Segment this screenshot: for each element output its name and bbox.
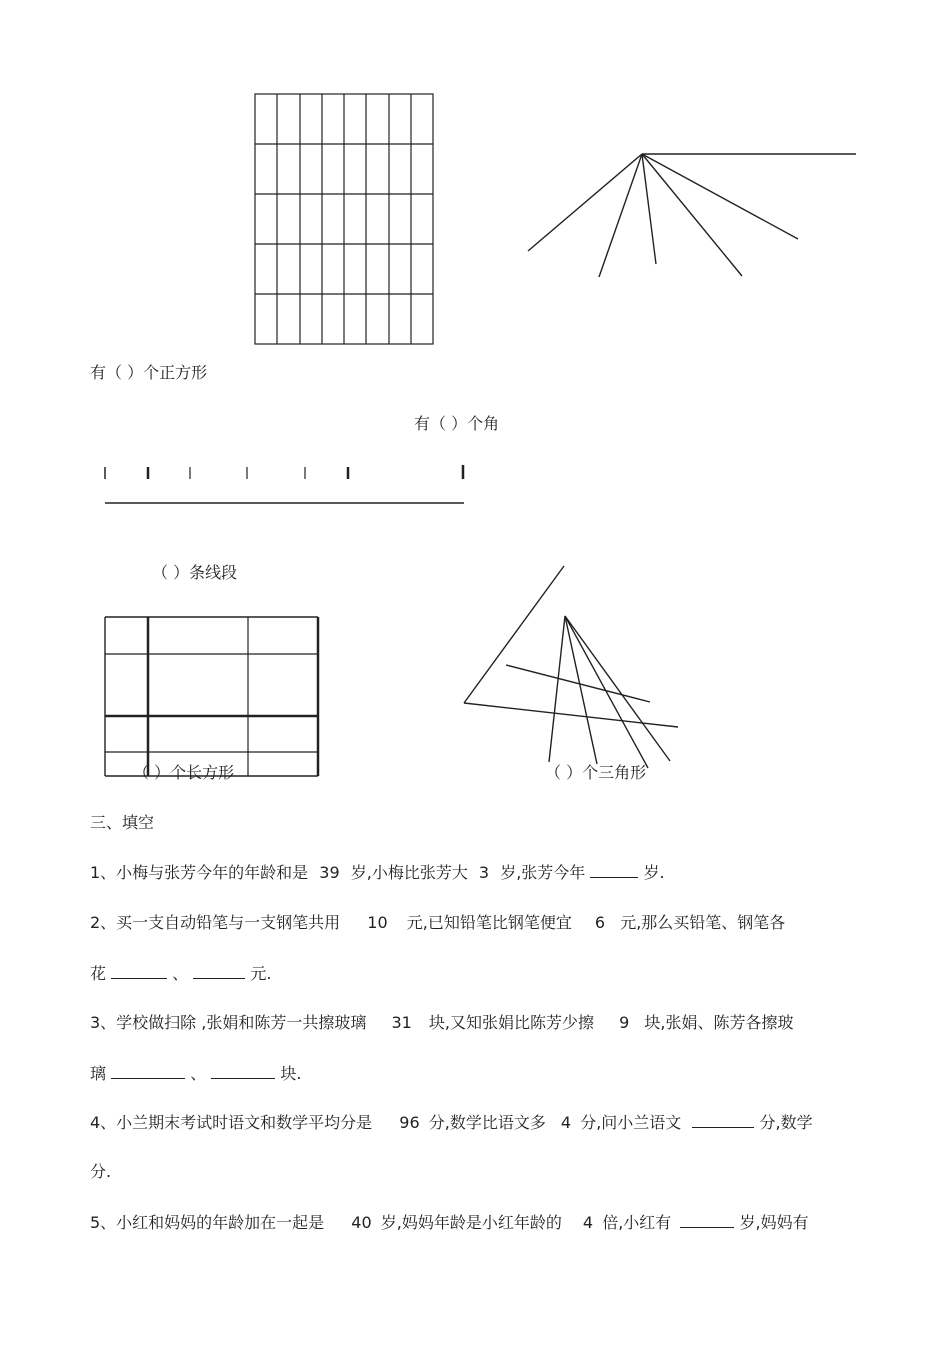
- answer-blank[interactable]: [692, 1111, 754, 1128]
- triangle-line: [464, 703, 678, 727]
- q1-text: 岁,小梅比张芳大: [350, 863, 468, 882]
- q1-number: 3: [478, 863, 490, 882]
- question-2: [90, 912, 785, 934]
- q2-number: 10: [367, 913, 388, 932]
- triangle-figure: [464, 566, 678, 768]
- q4-number: 96: [399, 1113, 420, 1132]
- square-grid-figure: [255, 94, 433, 344]
- triangle-line: [565, 616, 648, 768]
- q3-text: 块.: [280, 1064, 302, 1083]
- question-4-line-2: [90, 1161, 111, 1183]
- q5-text: 岁,妈妈年龄是小红年龄的: [380, 1213, 562, 1232]
- angle-rays-figure: [528, 154, 856, 277]
- question-1: [90, 861, 665, 884]
- q2-text: 元,那么买铅笔、钢笔各: [620, 913, 786, 932]
- q5-number: 4: [582, 1213, 594, 1232]
- q3-text: 3、学校做扫除 ,张娟和陈芳一共擦玻璃: [90, 1013, 367, 1032]
- q3-text: 块,张娟、陈芳各擦玻: [644, 1013, 794, 1032]
- answer-blank[interactable]: [680, 1211, 734, 1228]
- segment-line-figure: [105, 465, 464, 503]
- triangle-line: [549, 616, 565, 762]
- question-2-line-2: [90, 962, 272, 985]
- q1-text: 1、小梅与张芳今年的年龄和是: [90, 863, 309, 882]
- answer-blank[interactable]: [193, 962, 245, 979]
- question-5: [90, 1211, 809, 1234]
- answer-blank[interactable]: [111, 962, 167, 979]
- q3-number: 31: [391, 1013, 412, 1032]
- rectangle-figure: [105, 617, 318, 776]
- answer-blank[interactable]: [111, 1062, 185, 1079]
- q2-text: 花: [90, 964, 107, 983]
- q5-text: 岁,妈妈有: [739, 1213, 809, 1232]
- q3-text: 块,又知张娟比陈芳少擦: [428, 1013, 594, 1032]
- q5-text: 5、小红和妈妈的年龄加在一起是: [90, 1213, 325, 1232]
- q4-number: 4: [560, 1113, 572, 1132]
- q2-number: 6: [594, 913, 606, 932]
- figure5-caption: （ ）个三角形: [545, 763, 647, 782]
- ray: [642, 154, 798, 239]
- q4-text: 分,问小兰语文: [580, 1113, 682, 1132]
- q3-text: 、: [190, 1064, 207, 1083]
- q5-number: 40: [351, 1213, 372, 1232]
- q4-text: 分,数学比语文多: [428, 1113, 546, 1132]
- section-title: 三、填空: [90, 813, 155, 832]
- figure2-caption: 有（ ）个角: [414, 414, 500, 433]
- question-3: [90, 1012, 793, 1034]
- q4-text: 分.: [90, 1162, 112, 1181]
- question-3-line-2: [90, 1062, 302, 1085]
- q1-text: 岁,张芳今年: [500, 863, 586, 882]
- q4-text: 4、小兰期末考试时语文和数学平均分是: [90, 1113, 373, 1132]
- q2-text: 元.: [250, 964, 272, 983]
- answer-blank[interactable]: [211, 1062, 275, 1079]
- question-4: [90, 1111, 813, 1134]
- triangle-line: [506, 665, 650, 702]
- q1-text: 岁.: [643, 863, 665, 882]
- q3-number: 9: [619, 1013, 630, 1032]
- q2-text: 2、买一支自动铅笔与一支钢笔共用: [90, 913, 341, 932]
- answer-blank[interactable]: [590, 861, 638, 878]
- ray: [642, 154, 656, 264]
- triangle-line: [464, 566, 564, 703]
- q5-text: 倍,小红有: [602, 1213, 672, 1232]
- q4-text: 分,数学: [759, 1113, 813, 1132]
- figure1-caption: 有（ ）个正方形: [90, 363, 208, 382]
- figure3-caption: （ ）条线段: [152, 563, 238, 582]
- q1-number: 39: [319, 863, 340, 882]
- q2-text: 、: [172, 964, 189, 983]
- ray: [642, 154, 742, 276]
- figure4-caption: （ ）个长方形: [133, 763, 235, 782]
- q3-text: 璃: [90, 1064, 107, 1083]
- q2-text: 元,已知铅笔比钢笔便宜: [406, 913, 572, 932]
